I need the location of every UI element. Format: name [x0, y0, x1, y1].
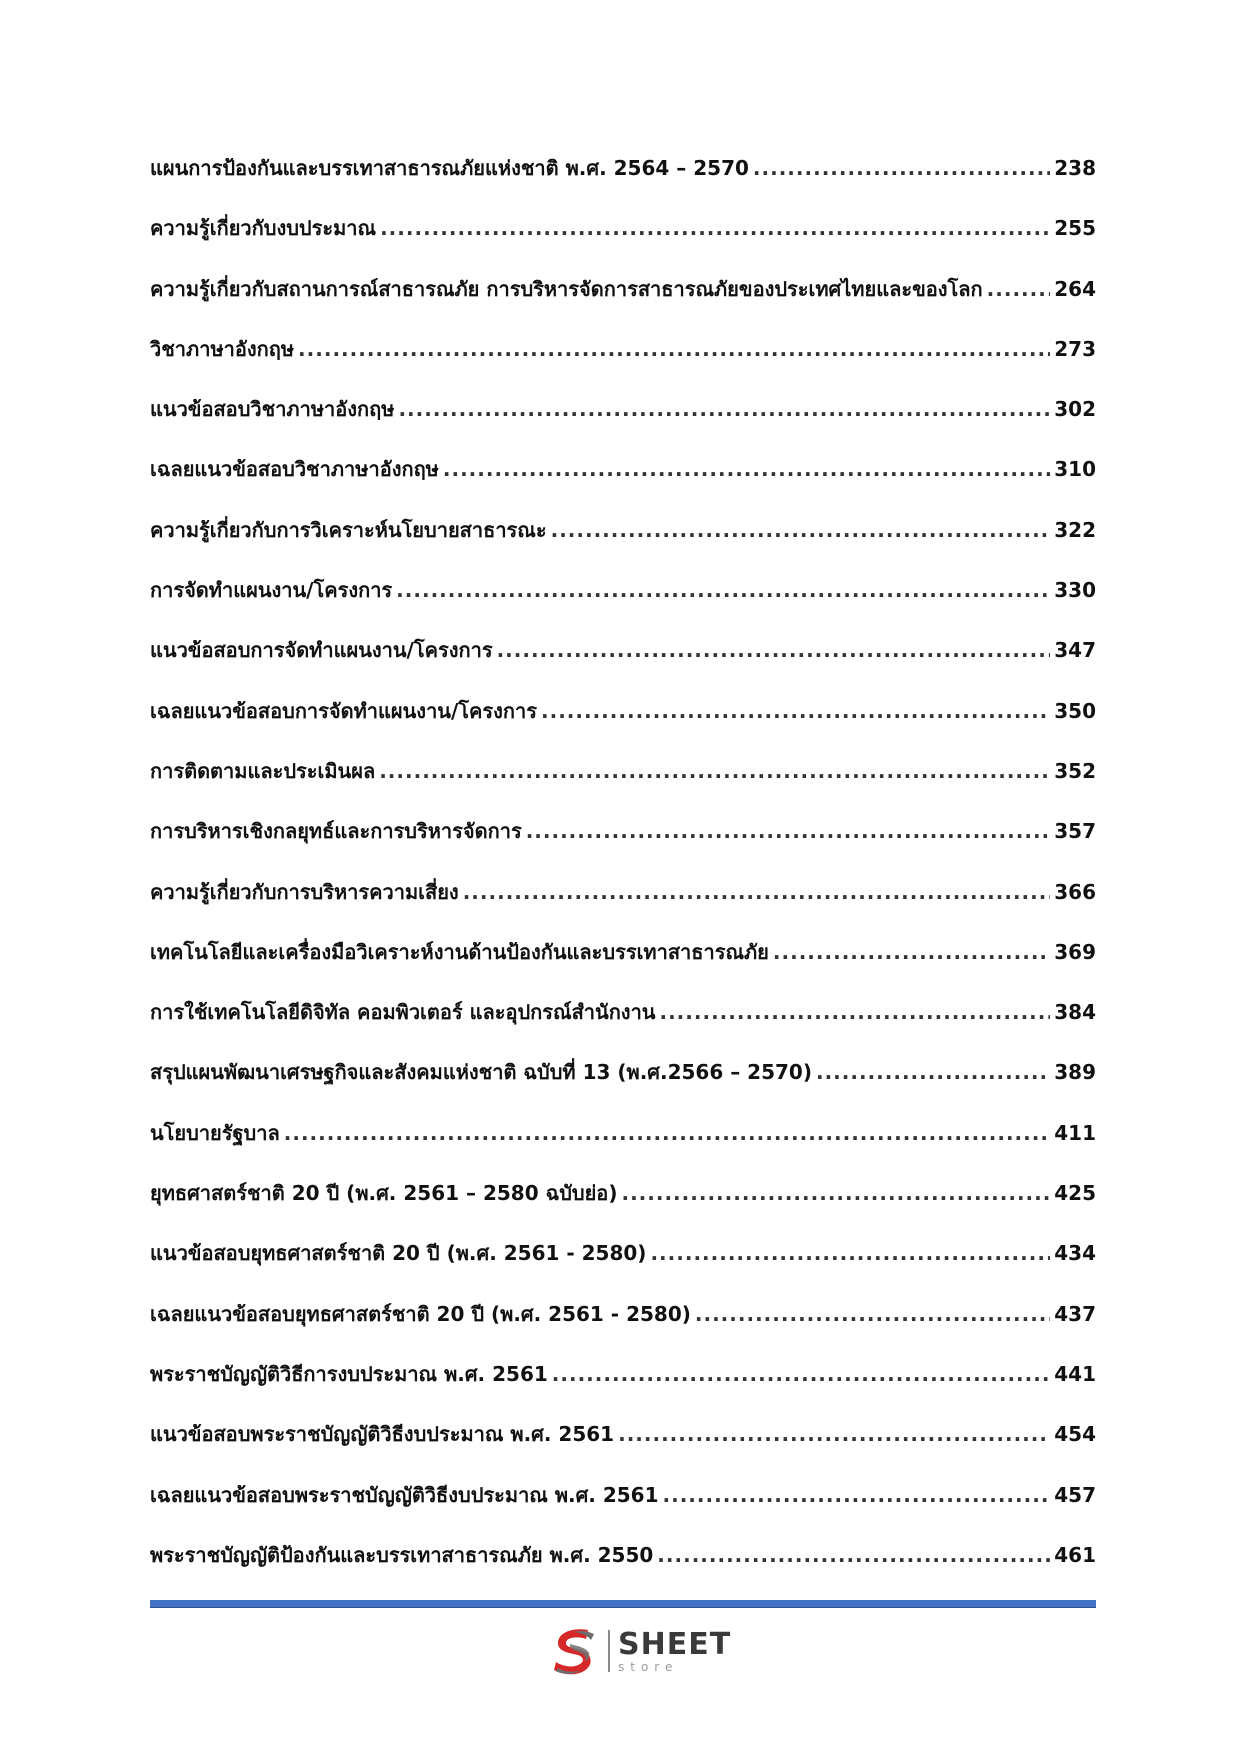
toc-leader-dots: [663, 1479, 1051, 1511]
toc-entry[interactable]: [150, 1418, 1096, 1478]
toc-entry[interactable]: [150, 273, 1096, 333]
toc-entry-page: 369: [1054, 939, 1096, 964]
toc-entry[interactable]: [150, 1177, 1096, 1237]
toc-entry-page: 357: [1054, 819, 1096, 844]
toc-entry[interactable]: [150, 1117, 1096, 1177]
toc-entry[interactable]: [150, 393, 1096, 453]
toc-leader-dots: [695, 1298, 1050, 1330]
toc-entry[interactable]: [150, 634, 1096, 694]
toc-leader-dots: [284, 1117, 1051, 1149]
toc-leader-dots: [657, 1539, 1050, 1571]
toc-entry-title: พระราชบัญญัติวิธีการงบประมาณ พ.ศ. 2561: [150, 1361, 548, 1386]
table-of-contents: [150, 152, 1096, 1599]
toc-entry-title: ยุทธศาสตร์ชาติ 20 ปี (พ.ศ. 2561 – 2580 ฉบับย่อ): [150, 1181, 618, 1206]
toc-entry-title: วิชาภาษาอังกฤษ: [150, 336, 295, 361]
toc-entry-title: เทคโนโลยีและเครื่องมือวิเคราะห์งานด้านป้องกันและบรรเทาสาธารณภัย: [150, 939, 769, 964]
toc-entry-page: 350: [1054, 698, 1096, 723]
toc-leader-dots: [987, 273, 1051, 305]
toc-entry-page: 434: [1054, 1241, 1096, 1266]
toc-entry[interactable]: [150, 1056, 1096, 1116]
toc-entry-title: ความรู้เกี่ยวกับสถานการณ์สาธารณภัย การบริหารจัดการสาธารณภัยของประเทศไทยและของโลก: [150, 276, 983, 301]
toc-entry-title: การใช้เทคโนโลยีดิจิทัล คอมพิวเตอร์ และอุปกรณ์สำนักงาน: [150, 1000, 656, 1025]
toc-entry[interactable]: [150, 212, 1096, 272]
toc-leader-dots: [379, 755, 1050, 787]
toc-entry-title: พระราชบัญญัติป้องกันและบรรเทาสาธารณภัย พ.ศ. 2550: [150, 1542, 654, 1567]
toc-leader-dots: [380, 212, 1050, 244]
toc-entry-title: ความรู้เกี่ยวกับการวิเคราะห์นโยบายสาธารณะ: [150, 517, 547, 542]
toc-entry-title: ความรู้เกี่ยวกับการบริหารความเสี่ยง: [150, 879, 459, 904]
toc-entry[interactable]: [150, 333, 1096, 393]
toc-entry-title: เฉลยแนวข้อสอบพระราชบัญญัติวิธีงบประมาณ พ.ศ. 2561: [150, 1482, 659, 1507]
toc-entry-page: 366: [1054, 879, 1096, 904]
toc-entry[interactable]: [150, 453, 1096, 513]
toc-entry-title: แนวข้อสอบยุทธศาสตร์ชาติ 20 ปี (พ.ศ. 2561 - 2580): [150, 1241, 647, 1266]
toc-entry-page: 302: [1054, 397, 1096, 422]
toc-entry-title: เฉลยแนวข้อสอบยุทธศาสตร์ชาติ 20 ปี (พ.ศ. 2561 - 2580): [150, 1301, 691, 1326]
toc-entry-page: 264: [1054, 276, 1096, 301]
toc-leader-dots: [621, 1177, 1050, 1209]
toc-entry-page: 255: [1054, 216, 1096, 241]
toc-entry[interactable]: [150, 695, 1096, 755]
toc-leader-dots: [526, 815, 1051, 847]
toc-entry-page: 352: [1054, 758, 1096, 783]
toc-entry-title: การจัดทำแผนงาน/โครงการ: [150, 578, 393, 603]
toc-entry[interactable]: [150, 1479, 1096, 1539]
toc-entry-page: 437: [1054, 1301, 1096, 1326]
toc-entry-page: 425: [1054, 1181, 1096, 1206]
toc-entry-page: 347: [1054, 638, 1096, 663]
toc-entry[interactable]: [150, 815, 1096, 875]
toc-entry-page: 310: [1054, 457, 1096, 482]
sheet-store-logo-icon: [548, 1624, 602, 1678]
logo-subtitle: store: [618, 1659, 679, 1674]
toc-leader-dots: [497, 634, 1051, 666]
toc-entry-title: แผนการป้องกันและบรรเทาสาธารณภัยแห่งชาติ พ.ศ. 2564 – 2570: [150, 156, 749, 180]
toc-entry[interactable]: [150, 1237, 1096, 1297]
toc-entry[interactable]: [150, 1298, 1096, 1358]
toc-entry-title: ความรู้เกี่ยวกับงบประมาณ: [150, 216, 377, 241]
toc-entry-title: นโยบายรัฐบาล: [150, 1120, 280, 1145]
toc-leader-dots: [551, 514, 1051, 546]
toc-entry[interactable]: [150, 514, 1096, 574]
toc-entry[interactable]: [150, 876, 1096, 936]
toc-entry-title: แนวข้อสอบการจัดทำแผนงาน/โครงการ: [150, 638, 493, 663]
toc-entry[interactable]: [150, 755, 1096, 815]
toc-leader-dots: [398, 393, 1050, 425]
toc-leader-dots: [618, 1418, 1050, 1450]
toc-entry-page: 238: [1054, 156, 1096, 180]
toc-entry-page: 322: [1054, 517, 1096, 542]
toc-leader-dots: [650, 1237, 1050, 1269]
toc-leader-dots: [816, 1056, 1050, 1088]
toc-entry[interactable]: [150, 936, 1096, 996]
logo-divider: [608, 1630, 610, 1672]
toc-entry-page: 457: [1054, 1482, 1096, 1507]
toc-leader-dots: [541, 695, 1050, 727]
toc-entry-title: การติดตามและประเมินผล: [150, 758, 376, 783]
toc-entry-page: 411: [1054, 1120, 1096, 1145]
toc-leader-dots: [773, 936, 1050, 968]
toc-entry-title: เฉลยแนวข้อสอบวิชาภาษาอังกฤษ: [150, 457, 439, 482]
toc-entry-title: แนวข้อสอบพระราชบัญญัติวิธีงบประมาณ พ.ศ. 2561: [150, 1422, 615, 1447]
toc-entry-page: 454: [1054, 1422, 1096, 1447]
toc-entry-page: 384: [1054, 1000, 1096, 1025]
toc-leader-dots: [443, 453, 1050, 485]
toc-entry[interactable]: [150, 996, 1096, 1056]
toc-entry-page: 273: [1054, 336, 1096, 361]
toc-leader-dots: [396, 574, 1050, 606]
toc-entry-title: การบริหารเชิงกลยุทธ์และการบริหารจัดการ: [150, 819, 522, 844]
toc-entry-page: 389: [1054, 1060, 1096, 1085]
toc-entry[interactable]: [150, 1539, 1096, 1599]
logo-text: [618, 1626, 732, 1674]
footer-divider: [150, 1600, 1096, 1608]
toc-leader-dots: [659, 996, 1050, 1028]
toc-entry-title: สรุปแผนพัฒนาเศรษฐกิจและสังคมแห่งชาติ ฉบับที่ 13 (พ.ศ.2566 – 2570): [150, 1060, 812, 1085]
logo-wordmark: SHEET: [618, 1626, 732, 1662]
toc-entry-page: 461: [1054, 1542, 1096, 1567]
toc-leader-dots: [552, 1358, 1050, 1390]
toc-leader-dots: [298, 333, 1050, 365]
toc-entry-page: 330: [1054, 578, 1096, 603]
sheet-store-logo: [548, 1624, 731, 1678]
toc-entry[interactable]: [150, 152, 1096, 212]
toc-entry-title: แนวข้อสอบวิชาภาษาอังกฤษ: [150, 397, 395, 422]
toc-entry-title: เฉลยแนวข้อสอบการจัดทำแผนงาน/โครงการ: [150, 698, 537, 723]
toc-entry[interactable]: [150, 1358, 1096, 1418]
toc-leader-dots: [753, 152, 1050, 184]
toc-entry[interactable]: [150, 574, 1096, 634]
toc-leader-dots: [463, 876, 1051, 908]
toc-entry-page: 441: [1054, 1361, 1096, 1386]
